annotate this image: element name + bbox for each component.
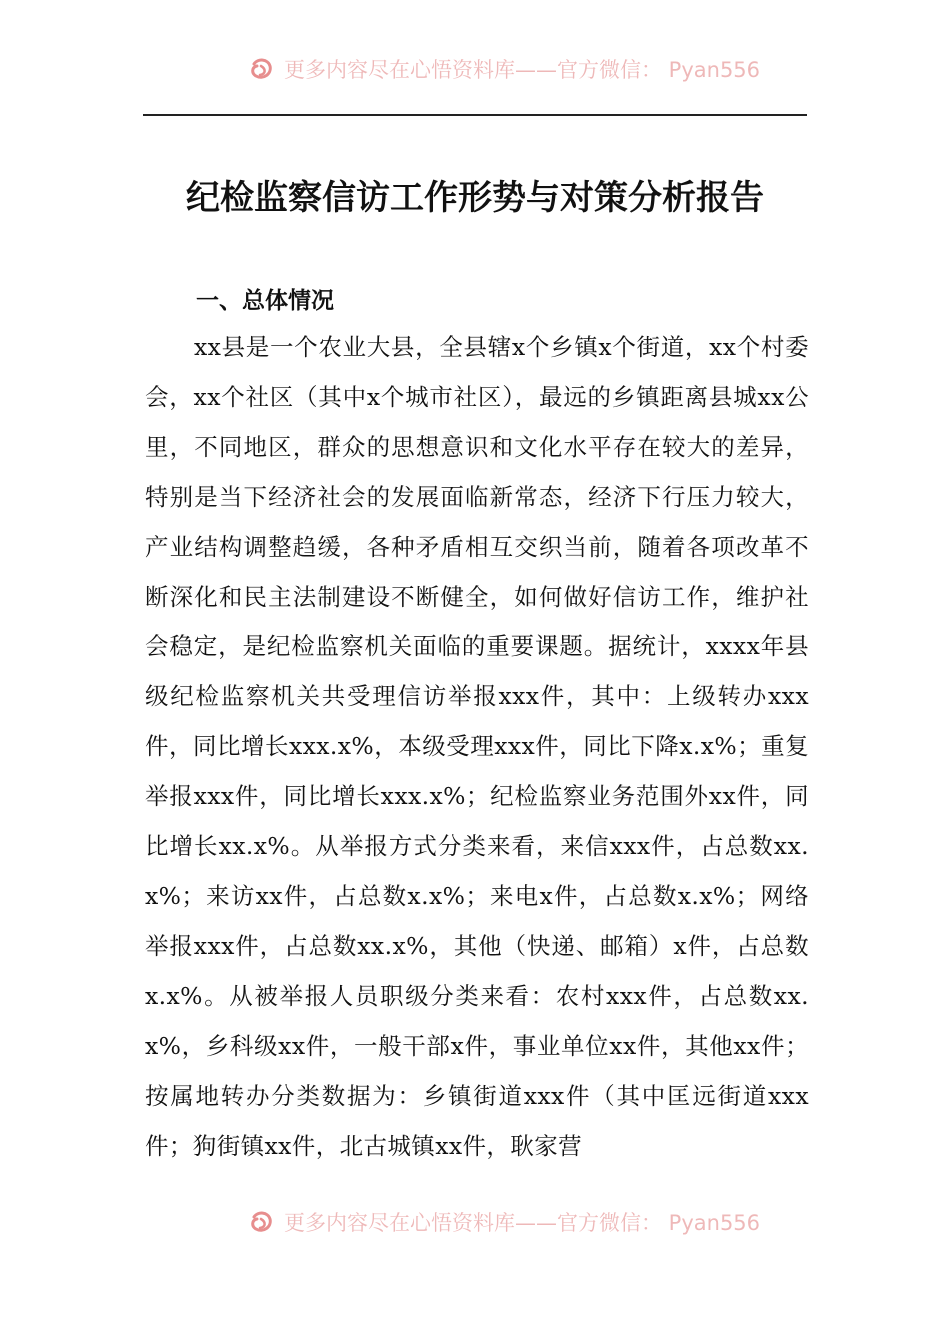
document-title: 纪检监察信访工作形势与对策分析报告 bbox=[186, 178, 764, 218]
watermark-text: 更多内容尽在心悟资料库——官方微信： Pyan556 bbox=[284, 57, 761, 82]
section-heading: 一、总体情况 bbox=[196, 288, 334, 314]
header-rule bbox=[143, 114, 807, 116]
header-watermark bbox=[248, 53, 768, 87]
watermark-text: 更多内容尽在心悟资料库——官方微信： Pyan556 bbox=[284, 1210, 761, 1235]
footer-watermark bbox=[248, 1206, 768, 1240]
body-paragraph: xx县是一个农业大县，全县辖x个乡镇x个街道，xx个村委会，xx个社区（其中x个城市社区），最远的乡镇距离县城xx公里，不同地区，群众的思想意识和文化水平存在较大的差异，特别是当下经济社会的发展面临新常态，经济下行压力较大，产业结构调整趋缓，各种矛盾相互交织当前，随着各项改革不断深化和民主法制建设不断健全，如何做好信访工作，维护社会稳定，是纪检监察机关面临的重要课题。据统计，xxxx年县级纪检监察机关共受理信访举报xxx件，其中：上级转办xxx件，同比增长xxx.x%，本级受理xxx件，同比下降x.x%；重复举报xxx件，同比增长xxx.x%；纪检监察业务范围外xx件，同比增长xx.x%。从举报方式分类来看，来信xxx件，占总数xx.x%；来访xx件，占总数x.x%；来电x件，占总数x.x%；网络举报xxx件，占总数xx.x%，其他（快递、邮箱）x件，占总数x.x%。从被举报人员职级分类来看：农村xxx件，占总数xx.x%，乡科级xx件，一般干部x件，事业单位xx件，其他xx件；按属地转办分类数据为：乡镇街道xxx件（其中匡远街道xxx件；狗街镇xx件，北古城镇xx件，耿家营 bbox=[145, 333, 809, 1160]
watermark-logo-icon bbox=[248, 1209, 276, 1237]
watermark-logo-icon bbox=[248, 56, 276, 84]
